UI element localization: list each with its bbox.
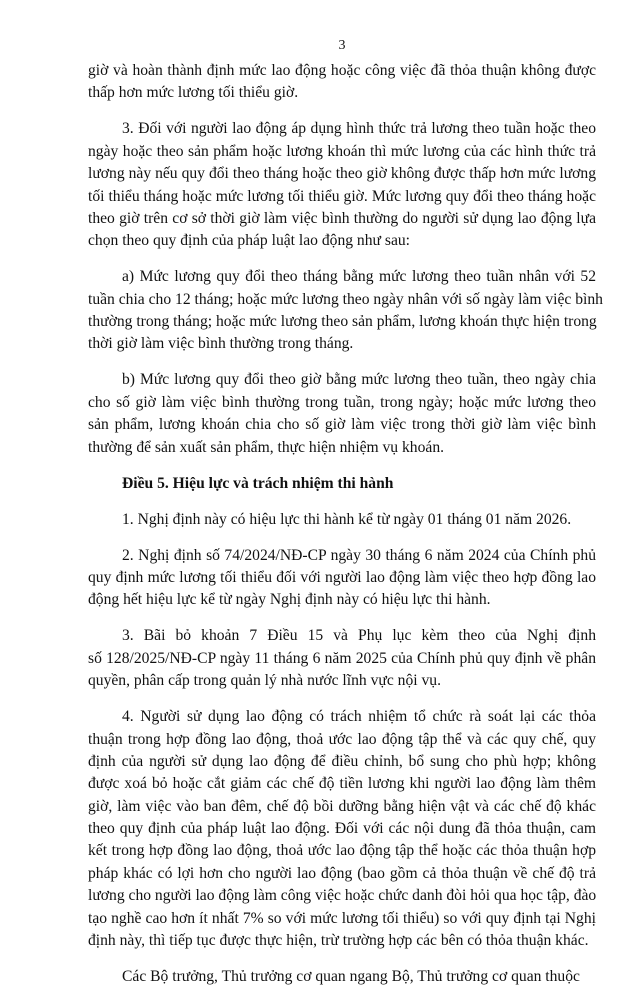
text-line: số 128/2025/NĐ-CP ngày 11 tháng 6 năm 2025 của Chính phủ quy định về phân xyxy=(88,649,596,667)
text-line: thuận trong hợp đồng lao động, thoả ước lao động tập thể và các quy chế, quy xyxy=(88,730,596,748)
para-article5-clause-2 xyxy=(88,545,596,612)
text-line: giờ, làm việc vào ban đêm, chế độ bồi dưỡng bằng hiện vật và các chế độ khác xyxy=(88,797,596,815)
page-number: 3 xyxy=(338,38,346,53)
text-line: Điều 5. Hiệu lực và trách nhiệm thi hành xyxy=(122,474,394,492)
text-line: định của người sử dụng lao động để điều chỉnh, bổ sung cho phù hợp; không xyxy=(88,752,596,770)
text-line: 1. Nghị định này có hiệu lực thi hành kể từ ngày 01 tháng 01 năm 2026. xyxy=(122,510,572,528)
text-line: chọn theo quy định của pháp luật lao động như sau: xyxy=(88,232,410,250)
para-article5-clause-4 xyxy=(88,706,596,952)
article-5-heading xyxy=(88,473,596,495)
text-line: 4. Người sử dụng lao động có trách nhiệm tổ chức rà soát lại các thỏa xyxy=(122,708,596,726)
paragraph-gap xyxy=(88,495,596,509)
text-line: thường trong tháng; hoặc mức lương theo sản phẩm, lương khoán thực hiện trong xyxy=(88,313,597,331)
paragraph-gap xyxy=(88,952,596,966)
paragraph-gap xyxy=(88,356,596,370)
text-line: tối thiểu tháng hoặc mức lương tối thiểu giờ. Mức lương quy đổi theo tháng hoặc xyxy=(88,187,596,205)
paragraph-gap xyxy=(88,105,596,119)
para-clause-3b xyxy=(88,369,596,459)
text-line: giờ và hoàn thành định mức lao động hoặc công việc đã thỏa thuận không được xyxy=(88,62,596,79)
text-line: 2. Nghị định số 74/2024/NĐ-CP ngày 30 tháng 6 năm 2024 của Chính phủ xyxy=(122,546,596,564)
para-article5-clause-1 xyxy=(88,509,596,531)
text-line: lương này nếu quy đổi theo tháng hoặc theo giờ không được thấp hơn mức lương xyxy=(88,165,596,183)
text-line: lương cho người lao động làm công việc hoặc chức danh đòi hỏi qua học tập, đào xyxy=(88,887,597,905)
paragraph-gap xyxy=(88,531,596,545)
text-line: theo quy định của pháp luật lao động. Đối với các nội dung đã thỏa thuận, cam xyxy=(88,820,596,838)
paragraph-gap xyxy=(88,459,596,473)
text-line: ngày hoặc theo sản phẩm hoặc lương khoán thì mức lương của các hình thức trả xyxy=(88,142,596,160)
text-line: thời giờ làm việc bình thường trong tháng. xyxy=(88,335,354,353)
paragraph-gap xyxy=(88,253,596,267)
paragraph-gap xyxy=(88,612,596,626)
paragraph-gap xyxy=(88,693,596,707)
text-line: quy định mức lương tối thiểu đối với người lao động làm việc theo hợp đồng lao xyxy=(88,568,596,586)
text-line: động hết hiệu lực kể từ ngày Nghị định này có hiệu lực thi hành. xyxy=(88,591,491,609)
text-line: định này, thì tiếp tục được thực hiện, trừ trường hợp các bên có thỏa thuận khác. xyxy=(88,932,589,950)
text-line: a) Mức lương quy đổi theo tháng bằng mức lương theo tuần nhân với 52 xyxy=(122,268,596,286)
document-body xyxy=(88,60,603,988)
text-line: cho số giờ làm việc bình thường trong tuần, trong ngày; hoặc mức lương theo xyxy=(88,393,596,411)
text-line: thấp hơn mức lương tối thiểu giờ. xyxy=(88,84,299,102)
text-line: 3. Bãi bỏ khoản 7 Điều 15 và Phụ lục kèm theo của Nghị định xyxy=(122,627,596,645)
para-clause-3 xyxy=(88,118,596,252)
text-line: pháp khác có lợi hơn cho người lao động (bao gồm cả thỏa thuận về chế độ trả xyxy=(88,864,596,882)
text-line: theo giờ trên cơ sở thời giờ làm việc bình thường do người sử dụng lao động lựa xyxy=(88,209,596,227)
text-line: b) Mức lương quy đổi theo giờ bằng mức lương theo tuần, theo ngày chia xyxy=(122,371,596,389)
para-article5-clause-3 xyxy=(88,625,596,692)
text-line: sản phẩm, lương khoán chia cho số giờ làm việc trong thời giờ làm việc bình xyxy=(88,416,596,434)
text-line: thường để sản xuất sản phẩm, thực hiện nhiệm vụ khoán. xyxy=(88,438,445,456)
text-line: tạo nghề cao hơn ít nhất 7% so với mức lương tối thiểu) so với quy định tại Nghị xyxy=(88,909,596,927)
text-line: tuần chia cho 12 tháng; hoặc mức lương theo ngày nhân với số ngày làm việc bình xyxy=(88,290,603,308)
para-clause-3a xyxy=(88,266,603,356)
para-ministers xyxy=(88,966,596,988)
text-line: quyền, phân cấp trong quản lý nhà nước lĩnh vực nội vụ. xyxy=(88,672,441,690)
text-line: kết trong hợp đồng lao động, thoả ước lao động tập thể hoặc các thỏa thuận hợp xyxy=(88,842,596,860)
text-line: được xoá bỏ hoặc cắt giảm các chế độ tiền lương khi người lao động làm thêm xyxy=(88,775,596,793)
text-line: 3. Đối với người lao động áp dụng hình thức trả lương theo tuần hoặc theo xyxy=(122,120,596,138)
text-line: Các Bộ trưởng, Thủ trưởng cơ quan ngang Bộ, Thủ trưởng cơ quan thuộc xyxy=(122,968,580,986)
para-continuation xyxy=(88,60,596,105)
